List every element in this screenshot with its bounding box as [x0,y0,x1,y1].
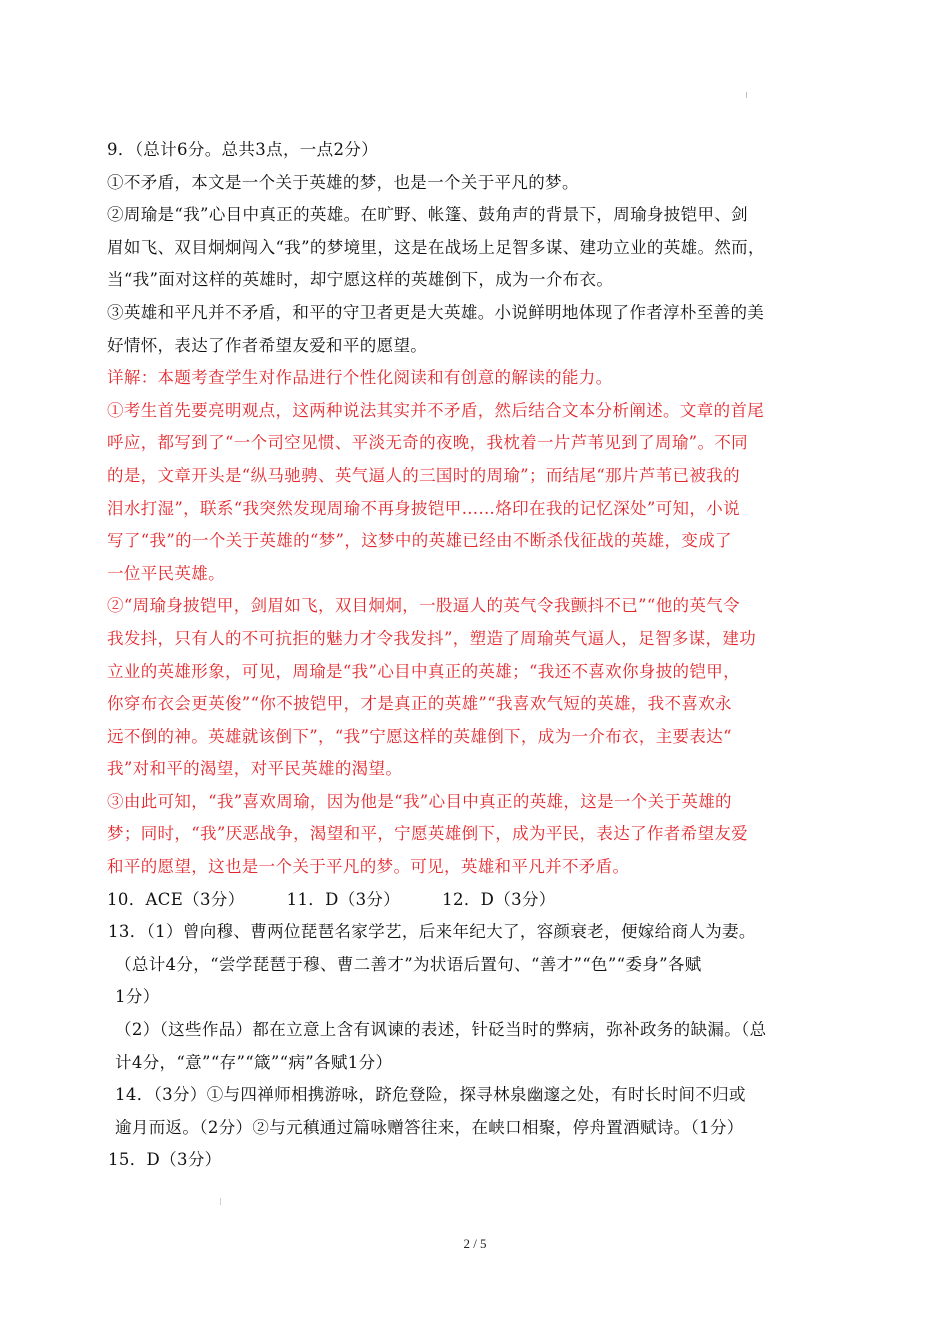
answer-paragraphs [107,134,857,884]
text-line: ②周瑜是“我”心目中真正的英雄。在旷野、帐篷、鼓角声的背景下，周瑜身披铠甲、剑 [107,205,749,225]
text-line: ①考生首先要亮明观点，这两种说法其实并不矛盾，然后结合文本分析阐述。文章的首尾 [107,400,765,420]
page-number: 2 / 5 [463,1236,487,1251]
text-line: （2）（这些作品）都在立意上含有讽谏的表述，针砭当时的弊病，弥补政务的缺漏。（总 [115,1020,767,1040]
scan-mark [746,92,747,98]
text-line: 你穿布衣会更英俊”“你不披铠甲，才是真正的英雄”“我喜欢气短的英雄，我不喜欢永 [107,694,732,714]
text-line: 1分） [115,987,160,1007]
answer-content [107,134,857,1177]
scan-mark [220,1198,221,1205]
answer-paragraphs-tail [107,916,857,1177]
text-line: ②“周瑜身披铠甲，剑眉如飞，双目炯炯，一股逼人的英气令我颤抖不已”“他的英气令 [107,596,740,616]
text-line: 我”对和平的渴望，对平民英雄的渴望。 [107,759,403,779]
text-line: 泪水打湿”，联系“我突然发现周瑜不再身披铠甲……烙印在我的记忆深处”可知，小说 [107,498,740,518]
answers-row-10-12 [107,884,857,917]
text-line: 计4分，“意”“存”“箴”“病”各赋1分） [115,1052,393,1072]
answer-q12: 12．D（3分） [442,889,556,909]
text-line: 一位平民英雄。 [107,563,225,583]
text-line: 详解：本题考查学生对作品进行个性化阅读和有创意的解读的能力。 [107,368,613,388]
text-line: 当“我”面对这样的英雄时，却宁愿这样的英雄倒下，成为一介布衣。 [107,270,614,290]
text-line: 13．（1）曾向穆、曹两位琵琶名家学艺，后来年纪大了，容颜衰老，便嫁给商人为妻。 [108,922,756,942]
text-line: （总计4分，“尝学琵琶于穆、曹二善才”为状语后置句、“善才”“色”“委身”各赋 [115,954,702,974]
text-line: 15．D（3分） [108,1150,222,1170]
text-line: ①不矛盾，本文是一个关于英雄的梦，也是一个关于平凡的梦。 [107,172,579,192]
text-line: 梦；同时，“我”厌恶战争，渴望和平，宁愿英雄倒下，成为平民，表达了作者希望友爱 [107,824,749,844]
text-line: 的是，文章开头是“纵马驰骋、英气逼人的三国时的周瑜”；而结尾“那片芦苇已被我的 [107,465,740,485]
text-line: 眉如飞、双目炯炯闯入“我”的梦境里，这是在战场上足智多谋、建功立业的英雄。然而， [107,237,765,257]
text-line: 好情怀，表达了作者希望友爱和平的愿望。 [107,335,428,355]
text-line: 9．（总计6分。总共3点，一点2分） [107,140,379,159]
text-line: 立业的英雄形象，可见，周瑜是“我”心目中真正的英雄；“我还不喜欢你身披的铠甲， [107,661,740,681]
answer-q10: 10．ACE（3分） [107,889,245,909]
text-line: 写了“我”的一个关于英雄的“梦”，这梦中的英雄已经由不断杀伐征战的英雄，变成了 [107,531,732,551]
text-line: 和平的愿望，这也是一个关于平凡的梦。可见，英雄和平凡并不矛盾。 [107,857,630,877]
text-line: ③由此可知，“我”喜欢周瑜，因为他是“我”心目中真正的英雄，这是一个关于英雄的 [107,791,732,811]
text-line: 逾月而返。（2分）②与元稹通过篇咏赠答往来，在峡口相聚，停舟置酒赋诗。（1分） [115,1117,744,1137]
text-line: 我发抖，只有人的不可抗拒的魅力才令我发抖”，塑造了周瑜英气逼人，足智多谋，建功 [107,628,757,648]
answer-q11: 11．D（3分） [286,889,401,909]
text-line: 呼应，都写到了“一个司空见惯、平淡无奇的夜晚，我枕着一片芦苇见到了周瑜”。不同 [107,433,749,453]
text-line: ③英雄和平凡并不矛盾，和平的守卫者更是大英雄。小说鲜明地体现了作者淳朴至善的美 [107,302,765,322]
text-line: 远不倒的神。英雄就该倒下”，“我”宁愿这样的英雄倒下，成为一介布衣，主要表达“ [107,726,732,746]
text-line: 14．（3分）①与四禅师相携游咏，跻危登险，探寻林泉幽邃之处，有时长时间不归或 [115,1085,746,1105]
